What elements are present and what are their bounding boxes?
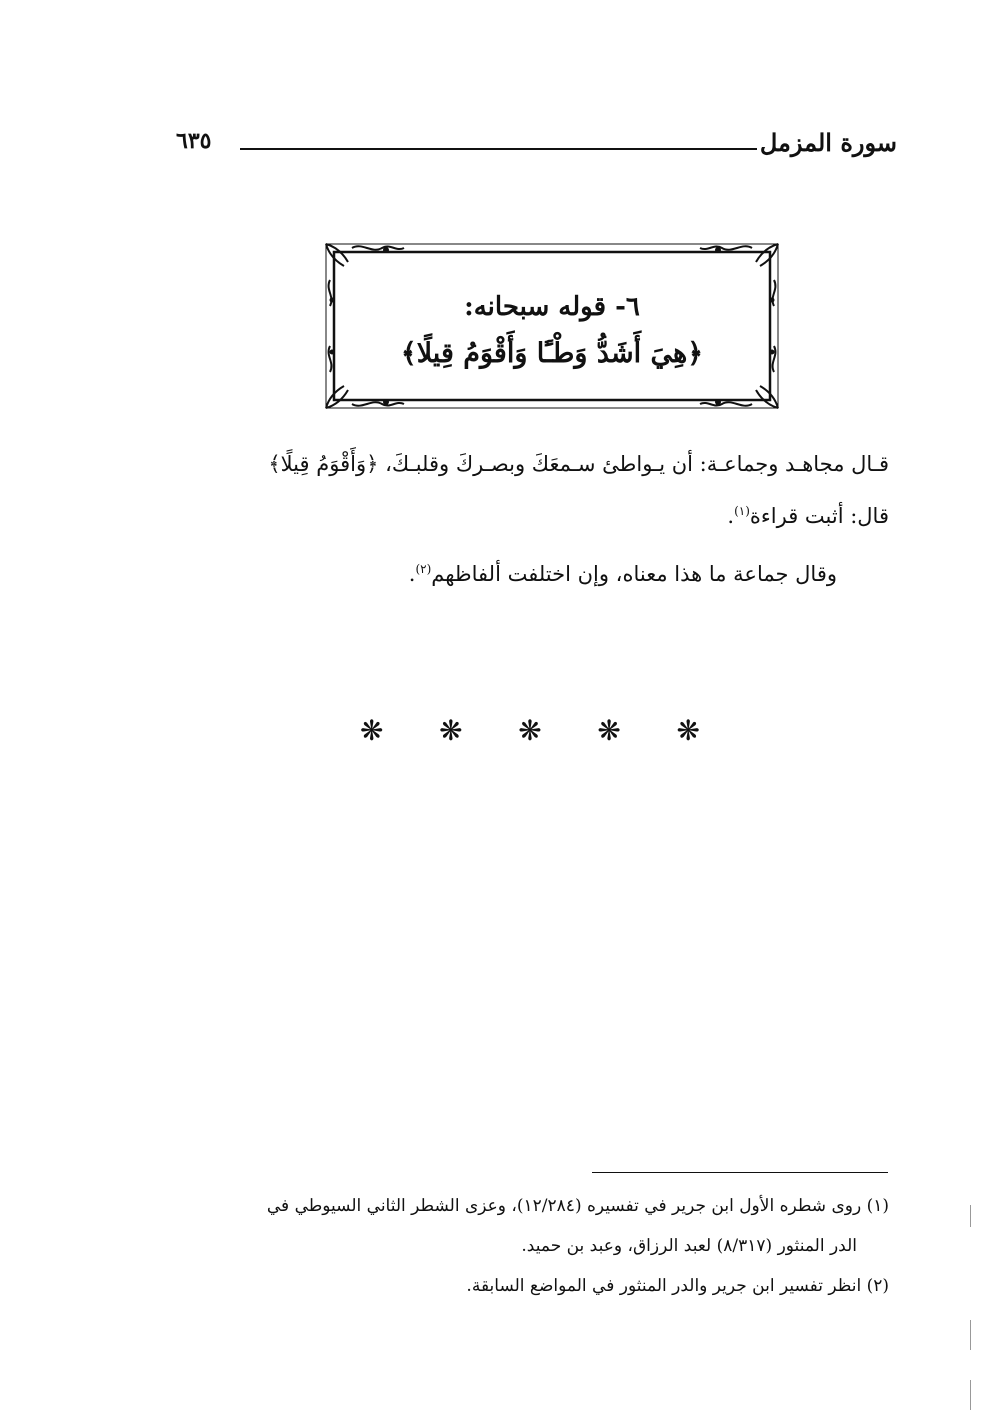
star-ornament-icon: ❋	[439, 714, 463, 747]
footnote-1-line-2: الدر المنثور (٨/٣١٧) لعبد الرزاق، وعبد بن حميد.	[521, 1236, 857, 1256]
paragraph-2	[137, 562, 837, 586]
paragraph-1-line-2-text: قال: أثبت قراءة	[749, 504, 889, 528]
ornamental-title-box	[322, 240, 782, 412]
page-number: ٦٣٥	[176, 128, 212, 154]
footnote-rule	[592, 1172, 888, 1173]
paragraph-1-line-1: قـال مجاهـد وجماعـة: أن يـواطئ سـمعَكَ وبصـركَ وقلبـكَ، ﴿وَأَقْوَمُ قِيلًا﴾	[268, 452, 889, 476]
quran-verse: ﴿هِيَ أَشَدُّ وَطْـًٔا وَأَقْوَمُ قِيلًا﴾	[400, 338, 704, 369]
star-ornament-icon: ❋	[518, 714, 542, 747]
paragraph-2-text: وقال جماعة ما هذا معناه، وإن اختلفت ألفاظهم	[431, 562, 837, 586]
section-heading: ٦- قوله سبحانه:	[464, 292, 640, 322]
star-ornament-icon: ❋	[676, 714, 700, 747]
paragraph-2-end: .	[408, 562, 416, 586]
star-ornament-icon: ❋	[597, 714, 621, 747]
running-header-surah: سورة المزمل	[759, 128, 897, 157]
scan-artifact	[970, 1380, 971, 1410]
star-ornament-icon: ❋	[360, 714, 384, 747]
scan-artifact	[970, 1320, 971, 1350]
paragraph-1-line-2-end: .	[727, 504, 735, 528]
footnote-ref-1: (١)	[734, 504, 750, 518]
section-separator	[360, 714, 700, 747]
footnote-1-line-1: (١) روى شطره الأول ابن جرير في تفسيره (١٢/٢٨٤)، وعزى الشطر الثاني السيوطي في	[266, 1196, 889, 1216]
ornamental-frame	[322, 240, 782, 412]
scan-artifact	[970, 1205, 971, 1227]
footnote-2: (٢) انظر تفسير ابن جرير والدر المنثور في المواضع السابقة.	[466, 1276, 889, 1296]
paragraph-1-line-2	[129, 504, 889, 528]
footnote-ref-2: (٢)	[415, 562, 432, 576]
header-rule	[240, 148, 757, 150]
